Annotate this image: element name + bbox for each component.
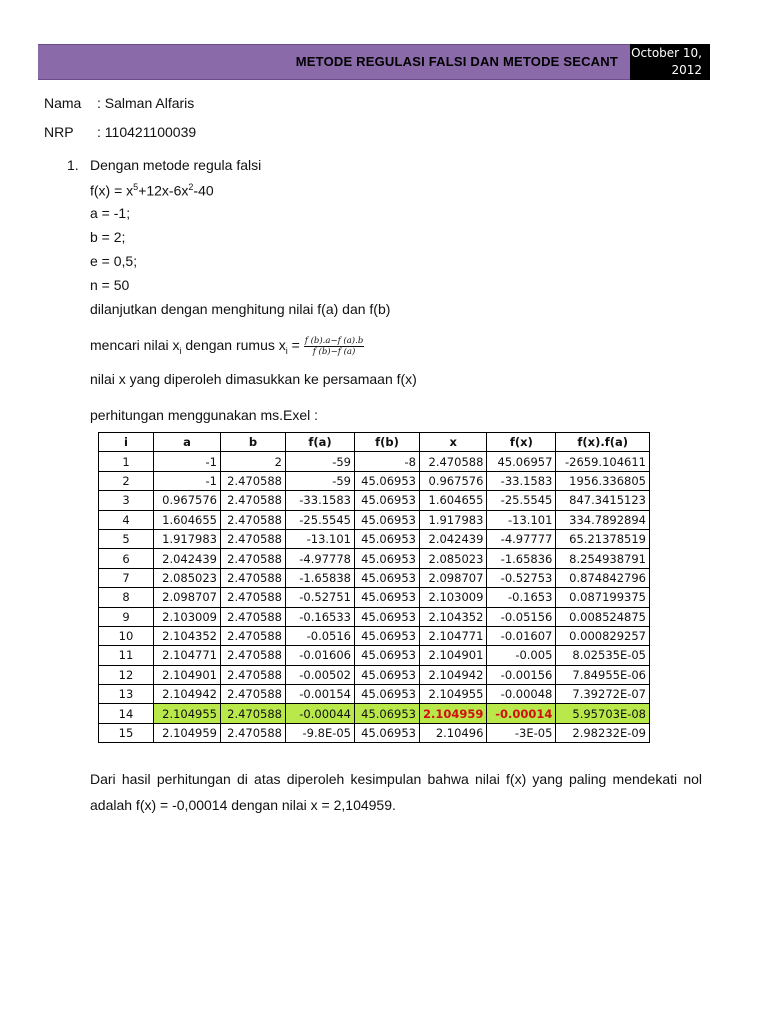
table-cell: 11 <box>99 646 154 665</box>
table-cell: 5 <box>99 529 154 548</box>
step-1: dilanjutkan dengan menghitung nilai f(a) dan f(b) <box>90 301 391 317</box>
table-cell: 12 <box>99 665 154 684</box>
table-cell: 45.06953 <box>355 529 420 548</box>
table-cell: 2 <box>99 471 154 490</box>
table-row <box>99 471 650 490</box>
table-cell: 45.06953 <box>355 510 420 529</box>
table-cell: 2.103009 <box>420 588 487 607</box>
table-cell: 45.06953 <box>355 491 420 510</box>
table-cell: 7.39272E-07 <box>556 685 650 704</box>
table-cell: 2.104959 <box>420 704 487 723</box>
table-cell: 2.098707 <box>154 588 221 607</box>
table-row <box>99 529 650 548</box>
table-cell: 4 <box>99 510 154 529</box>
table-cell: 1.604655 <box>420 491 487 510</box>
table-cell: 2.470588 <box>221 549 286 568</box>
table-cell: 45.06953 <box>355 685 420 704</box>
table-cell: 0.967576 <box>154 491 221 510</box>
table-cell: -4.97778 <box>286 549 355 568</box>
table-cell: 2.104942 <box>420 665 487 684</box>
table-cell: 2.470588 <box>221 529 286 548</box>
table-cell: 45.06953 <box>355 665 420 684</box>
param-b: b = 2; <box>90 229 126 245</box>
table-cell: 2 <box>221 452 286 471</box>
table-cell: 2.085023 <box>420 549 487 568</box>
table-cell: 0.967576 <box>420 471 487 490</box>
table-cell: 15 <box>99 723 154 742</box>
table-row <box>99 626 650 645</box>
table-cell: 0.874842796 <box>556 568 650 587</box>
table-cell: 1 <box>99 452 154 471</box>
table-cell: -1 <box>154 452 221 471</box>
table-cell: -4.97777 <box>487 529 556 548</box>
table-cell: 2.104959 <box>154 723 221 742</box>
table-cell: -0.1653 <box>487 588 556 607</box>
table-cell: 8.254938791 <box>556 549 650 568</box>
table-cell: -0.16533 <box>286 607 355 626</box>
iteration-table <box>98 432 650 743</box>
problem-number: 1. <box>67 157 79 173</box>
table-cell: -13.101 <box>487 510 556 529</box>
col-header: f(x) <box>487 433 556 452</box>
table-cell: 45.06953 <box>355 471 420 490</box>
table-cell: 2.470588 <box>221 510 286 529</box>
table-cell: 2.470588 <box>221 471 286 490</box>
table-cell: 45.06953 <box>355 568 420 587</box>
table-row <box>99 452 650 471</box>
table-row <box>99 607 650 626</box>
table-cell: 45.06953 <box>355 588 420 607</box>
table-cell: 2.470588 <box>420 452 487 471</box>
table-cell: -1.65838 <box>286 568 355 587</box>
date-box <box>630 44 710 80</box>
table-cell: 2.470588 <box>221 646 286 665</box>
nrp-value: : 110421100039 <box>97 124 197 140</box>
step-3: perhitungan menggunakan ms.Exel : <box>90 407 319 423</box>
table-cell: -13.101 <box>286 529 355 548</box>
table-cell: -0.00044 <box>286 704 355 723</box>
table-cell: -59 <box>286 471 355 490</box>
conclusion-paragraph: Dari hasil perhitungan di atas diperoleh kesimpulan bahwa nilai f(x) yang paling mendekati nol adalah f(x) = -0,00014 dengan nilai x = 2,104959. <box>90 771 702 813</box>
table-cell: 10 <box>99 626 154 645</box>
table-cell: 2.104352 <box>154 626 221 645</box>
table-cell: -0.00502 <box>286 665 355 684</box>
table-cell: -0.005 <box>487 646 556 665</box>
regula-falsi-formula: $\frac{f (b).a-f (a).b}{f (b)-f (a)}$ <box>304 336 364 357</box>
table-cell: 2.104352 <box>420 607 487 626</box>
table-cell: 2.470588 <box>221 568 286 587</box>
table-cell: 45.06953 <box>355 704 420 723</box>
table-cell: 1.917983 <box>420 510 487 529</box>
name-value: : Salman Alfaris <box>97 95 195 111</box>
table-row <box>99 704 650 723</box>
table-cell: -0.05156 <box>487 607 556 626</box>
table-cell: 45.06953 <box>355 626 420 645</box>
table-row <box>99 491 650 510</box>
col-header: b <box>221 433 286 452</box>
table-cell: 2.042439 <box>154 549 221 568</box>
table-cell: 6 <box>99 549 154 568</box>
param-e: e = 0,5; <box>90 253 138 269</box>
table-cell: -8 <box>355 452 420 471</box>
table-row <box>99 685 650 704</box>
table-row <box>99 588 650 607</box>
table-cell: 45.06957 <box>487 452 556 471</box>
table-cell: 7.84955E-06 <box>556 665 650 684</box>
document-title: METODE REGULASI FALSI DAN METODE SECANT <box>295 54 618 69</box>
name-label: Nama <box>44 95 82 111</box>
table-cell: -0.00154 <box>286 685 355 704</box>
param-a: a = -1; <box>90 205 131 221</box>
table-cell: -59 <box>286 452 355 471</box>
table-cell: -33.1583 <box>286 491 355 510</box>
table-cell: -9.8E-05 <box>286 723 355 742</box>
table-cell: 0.087199375 <box>556 588 650 607</box>
table-cell: 14 <box>99 704 154 723</box>
col-header: i <box>99 433 154 452</box>
table-row <box>99 646 650 665</box>
table-cell: -1 <box>154 471 221 490</box>
table-cell: -0.01606 <box>286 646 355 665</box>
col-header: x <box>420 433 487 452</box>
table-cell: 2.104771 <box>420 626 487 645</box>
table-cell: -1.65836 <box>487 549 556 568</box>
date-line-1: October 10, <box>631 46 702 60</box>
table-cell: -0.0516 <box>286 626 355 645</box>
table-cell: 45.06953 <box>355 723 420 742</box>
table-cell: 2.104771 <box>154 646 221 665</box>
table-row <box>99 510 650 529</box>
table-cell: 2.098707 <box>420 568 487 587</box>
table-cell: 8.02535E-05 <box>556 646 650 665</box>
table-cell: 45.06953 <box>355 607 420 626</box>
table-cell: 8 <box>99 588 154 607</box>
table-cell: -0.00156 <box>487 665 556 684</box>
table-row <box>99 549 650 568</box>
col-header: f(b) <box>355 433 420 452</box>
table-cell: 847.3415123 <box>556 491 650 510</box>
table-cell: 2.104901 <box>154 665 221 684</box>
table-cell: 2.042439 <box>420 529 487 548</box>
header-bar <box>38 44 630 80</box>
table-cell: 2.470588 <box>221 588 286 607</box>
table-cell: 13 <box>99 685 154 704</box>
table-cell: 1.917983 <box>154 529 221 548</box>
table-row <box>99 665 650 684</box>
table-cell: 2.470588 <box>221 665 286 684</box>
table-cell: -33.1583 <box>487 471 556 490</box>
table-cell: 2.470588 <box>221 607 286 626</box>
table-cell: -0.01607 <box>487 626 556 645</box>
table-cell: 2.085023 <box>154 568 221 587</box>
formula-line: mencari nilai $x_i$ dengan rumus $x_i$ = $\frac{f (b).a-f (a).b}{f (b)-f (a)}$ <box>90 336 364 357</box>
table-cell: -3E-05 <box>487 723 556 742</box>
table-cell: 2.104955 <box>154 704 221 723</box>
nrp-label: NRP <box>44 124 74 140</box>
date-line-2: 2012 <box>671 63 702 77</box>
table-cell: -25.5545 <box>286 510 355 529</box>
table-cell: 9 <box>99 607 154 626</box>
table-row <box>99 568 650 587</box>
table-cell: 334.7892894 <box>556 510 650 529</box>
table-cell: 2.104901 <box>420 646 487 665</box>
col-header: f(a) <box>286 433 355 452</box>
table-cell: 2.470588 <box>221 491 286 510</box>
col-header: a <box>154 433 221 452</box>
table-row <box>99 723 650 742</box>
param-n: n = 50 <box>90 277 130 293</box>
table-cell: 45.06953 <box>355 646 420 665</box>
table-cell: 1956.336805 <box>556 471 650 490</box>
table-cell: 2.470588 <box>221 723 286 742</box>
col-header: f(x).f(a) <box>556 433 650 452</box>
table-cell: 3 <box>99 491 154 510</box>
table-cell: 2.98232E-09 <box>556 723 650 742</box>
table-cell: -0.52751 <box>286 588 355 607</box>
table-cell: 7 <box>99 568 154 587</box>
table-cell: 2.470588 <box>221 704 286 723</box>
table-cell: 0.008524875 <box>556 607 650 626</box>
table-cell: 2.104942 <box>154 685 221 704</box>
table-cell: 0.000829257 <box>556 626 650 645</box>
table-cell: 65.21378519 <box>556 529 650 548</box>
table-cell: -0.00014 <box>487 704 556 723</box>
table-cell: -2659.104611 <box>556 452 650 471</box>
table-cell: -25.5545 <box>487 491 556 510</box>
table-cell: 5.95703E-08 <box>556 704 650 723</box>
table-cell: 2.470588 <box>221 626 286 645</box>
problem-title: Dengan metode regula falsi <box>90 157 262 173</box>
table-cell: 45.06953 <box>355 549 420 568</box>
table-cell: 2.103009 <box>154 607 221 626</box>
table-cell: -0.52753 <box>487 568 556 587</box>
table-cell: 2.470588 <box>221 685 286 704</box>
table-cell: 2.10496 <box>420 723 487 742</box>
function-definition: $f(x) = x^5+12x-6x^2-40$ <box>90 182 214 199</box>
table-header-row <box>99 433 650 452</box>
table-cell: -0.00048 <box>487 685 556 704</box>
table-cell: 2.104955 <box>420 685 487 704</box>
table-cell: 1.604655 <box>154 510 221 529</box>
step-2: nilai x yang diperoleh dimasukkan ke persamaan f(x) <box>90 371 417 387</box>
